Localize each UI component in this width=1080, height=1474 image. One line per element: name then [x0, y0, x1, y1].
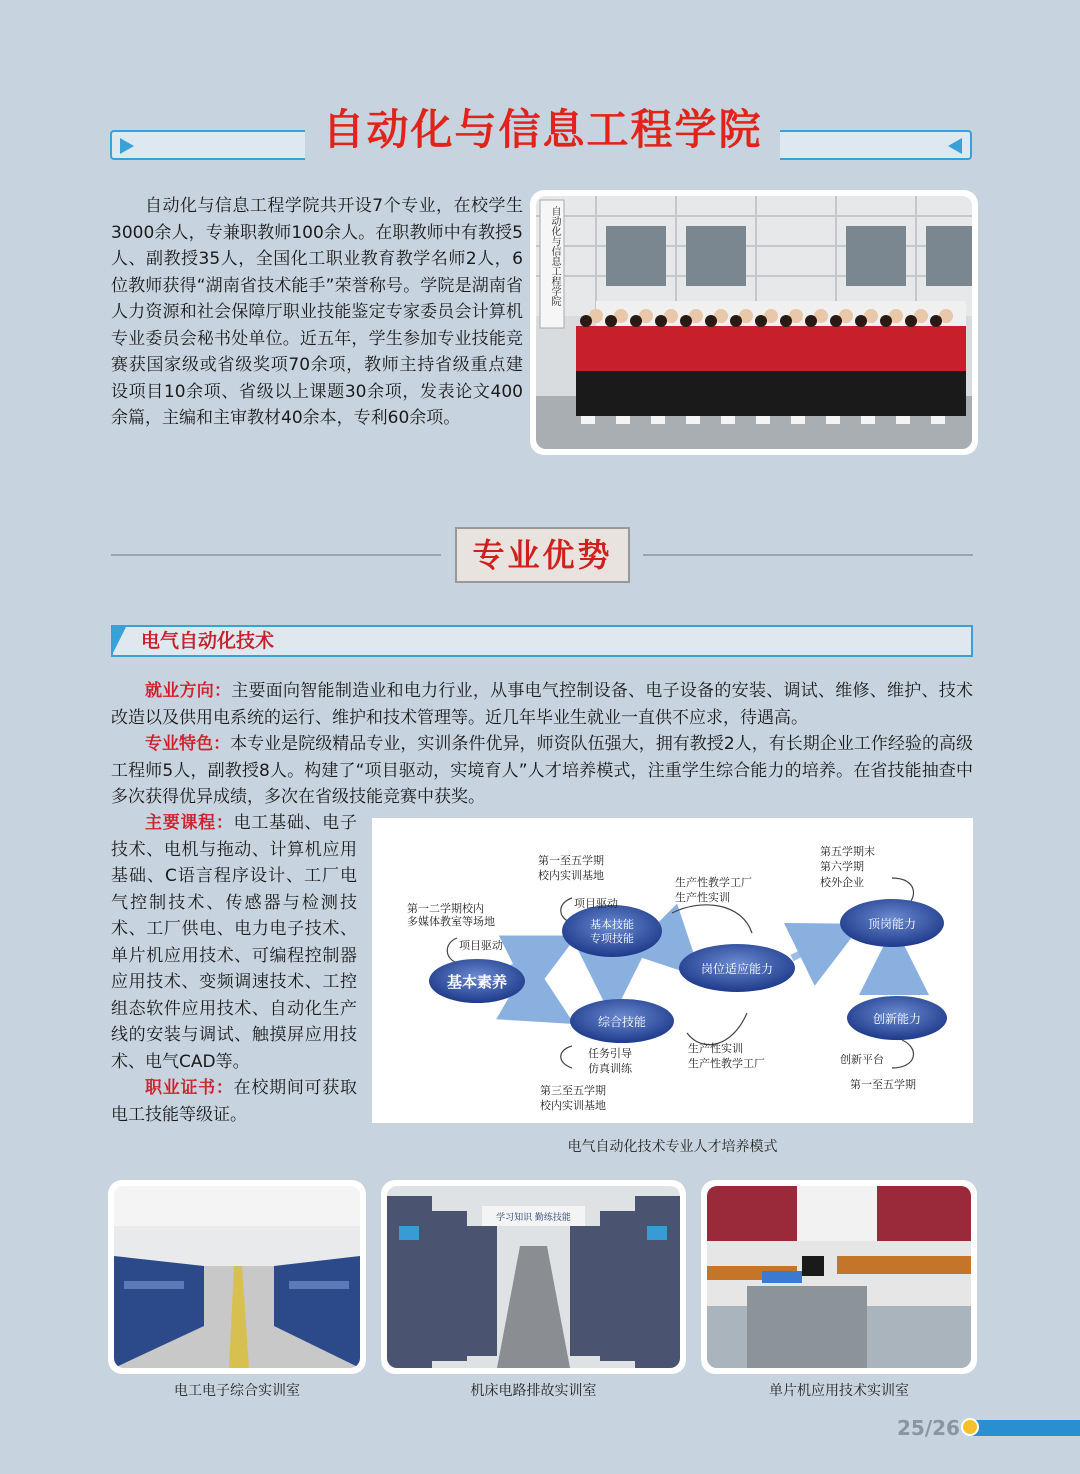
label-l6a: 生产性实训	[688, 1042, 743, 1055]
page-title: 自动化与信息工程学院	[305, 100, 780, 160]
label-l1a: 第一二学期校内	[407, 902, 484, 915]
node-comprehensive: 综合技能	[597, 1015, 647, 1029]
label-l5b: 校内实训基地	[540, 1099, 606, 1112]
node-skill-cloud	[562, 905, 662, 957]
label-l4b: 第六学期	[820, 860, 864, 873]
triangle-left-icon	[120, 138, 134, 154]
section-title: 专业优势	[472, 536, 613, 574]
course-paragraph	[111, 810, 357, 1128]
lab-photo-1-illustration	[114, 1186, 360, 1368]
lab-photo-2	[381, 1180, 686, 1374]
diagram-svg	[372, 818, 973, 1123]
building-sign-text: 自动化与信息工程学院	[549, 206, 560, 306]
node-skill2: 专项技能	[590, 932, 634, 945]
lab-photo-2-image	[387, 1186, 680, 1368]
employment-paragraph	[111, 678, 973, 731]
label-l3a: 生产性教学工厂	[675, 876, 752, 889]
label-task1: 任务引导	[588, 1047, 632, 1060]
triangle-right-icon	[948, 138, 962, 154]
diagram-caption: 电气自动化技术专业人才培养模式	[567, 1139, 778, 1155]
cert-label: 职业证书：	[145, 1078, 234, 1098]
section-line-left	[111, 554, 441, 556]
label-l2a: 第一至五学期	[538, 854, 604, 867]
label-l1b: 多媒体教室等场地	[407, 915, 495, 928]
page-dot-icon	[961, 1418, 979, 1436]
group-photo-image	[536, 196, 972, 449]
cert-text: 在校期间可获取电工技能等级证。	[111, 1078, 358, 1125]
course-label: 主要课程：	[145, 813, 234, 833]
feature-label: 专业特色：	[145, 734, 231, 754]
node-skill1: 基本技能	[590, 918, 634, 931]
node-top: 顶岗能力	[867, 917, 917, 931]
lab-photo-1	[108, 1180, 366, 1374]
lab-photo-3-image	[707, 1186, 971, 1368]
lab-caption-3: 单片机应用技术实训室	[769, 1383, 909, 1399]
header-slant-icon	[111, 625, 127, 657]
node-innovate: 创新能力	[872, 1012, 922, 1026]
label-l7: 第一至五学期	[850, 1078, 916, 1091]
label-proj1: 项目驱动	[459, 939, 503, 952]
node-post: 岗位适应能力	[700, 962, 774, 976]
lab-caption-2: 机床电路排故实训室	[470, 1383, 597, 1399]
label-l2b: 校内实训基地	[538, 869, 604, 882]
feature-text: 本专业是院级精品专业，实训条件优异，师资队伍强大，拥有教授2人，有长期企业工作经验的高级工程师5人，副教授8人。构建了“项目驱动，实境育人”人才培养模式，注重学生综合能力的培养。在省技能抽查中多次获得优异成绩，多次在省级技能竞赛中获奖。	[111, 734, 973, 807]
course-text: 电工基础、电子技术、电机与拖动、计算机应用基础、C语言程序设计、工厂电气控制技术、传感器与检测技术、工厂供电、电力电子技术、单片机应用技术、可编程控制器应用技术、变频调速技术、工控组态软件应用技术、自动化生产线的安装与调试、触摸屏应用技术、电气CAD等。	[111, 813, 358, 1072]
feature-paragraph	[111, 731, 973, 811]
page-number: 25/26	[897, 1416, 960, 1440]
label-l3b: 生产性实训	[675, 891, 730, 904]
employment-label: 就业方向：	[145, 681, 232, 701]
lab-caption-1: 电工电子综合实训室	[174, 1383, 300, 1399]
major-name: 电气自动化技术	[141, 630, 275, 652]
training-model-diagram	[372, 818, 973, 1123]
intro-text: 自动化与信息工程学院共开设7个专业，在校学生3000余人，专兼职教师100余人。在职教师中有教授5人、副教授35人，全国化工职业教育教学名师2人，6位教师获得“湖南省技术能手”荣誉称号。学院是湖南省人力资源和社会保障厅职业技能鉴定专家委员会计算机专业委员会秘书处单位。近五年，学生参加专业技能竞赛获国家级或省级奖项70余项，教师主持省级重点建设项目10余项、省级以上课题30余项，发表论文400余篇，主编和主审教材40余本，专利60余项。	[111, 196, 523, 428]
lab-banner: 学习知识 勤练技能	[496, 1213, 571, 1223]
label-l4c: 校外企业	[820, 876, 864, 889]
node-basic: 基本素养	[446, 973, 508, 991]
section-title-box	[455, 527, 630, 583]
label-l6b: 生产性教学工厂	[688, 1057, 765, 1070]
label-plat: 创新平台	[840, 1053, 884, 1066]
label-proj2: 项目驱动	[574, 897, 618, 910]
lab-photo-3-illustration	[707, 1186, 971, 1368]
label-l5a: 第三至五学期	[540, 1084, 606, 1097]
section-line-right	[643, 554, 973, 556]
label-task2: 仿真训练	[588, 1062, 632, 1075]
employment-text: 主要面向智能制造业和电力行业，从事电气控制设备、电子设备的安装、调试、维修、维护、技术改造以及供用电系统的运行、维护和技术管理等。近几年毕业生就业一直供不应求，待遇高。	[111, 681, 974, 728]
page-bar	[963, 1420, 1080, 1436]
lab-photo-3	[701, 1180, 977, 1374]
group-photo-illustration	[536, 196, 972, 449]
lab-photo-1-image	[114, 1186, 360, 1368]
group-photo	[530, 190, 978, 455]
intro-paragraph	[111, 193, 523, 432]
label-l4a: 第五学期末	[820, 845, 875, 858]
